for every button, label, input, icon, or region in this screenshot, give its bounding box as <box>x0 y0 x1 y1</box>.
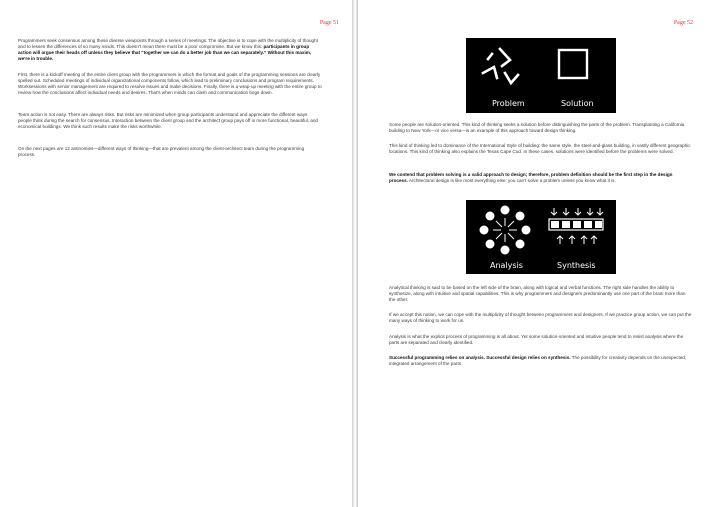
body-text: Architectural design is like most everything else: you can’t solve a problem unless you know what it is. <box>407 177 616 183</box>
left-page <box>0 0 352 507</box>
body-text: Programmers seek consensus among these diverse viewpoints through a series of meetings. The objective is to cope with the multiplicity of thought and to lessen the differences of so many minds. This doesn’t mean there must be a poor compromise. But we know this: <box>18 38 318 49</box>
body-text: This kind of thinking led to dominance of the International Style of building: the same style, the steel-and-glass building, in vastly different geographic locations. This kind of thinking also explains the Texas Cape Cod. In these cases, solutions were identified before the problems were solved. <box>389 143 691 154</box>
bold-text: We contend that problem solving is a valid approach to design; therefore, problem definition should be the first step in the design process. <box>389 172 673 183</box>
analysis-synthesis-figure <box>466 200 616 274</box>
body-text: The possibility for creativity depends on the unexpected, integrated arrangement of the parts. <box>389 355 687 366</box>
paragraph <box>389 312 692 324</box>
figure-label-problem: Problem <box>492 99 525 108</box>
page-number: Page 51 <box>319 20 339 26</box>
body-text: Team action is not easy. There are always risks. But risks are minimized when group participants understand and appreciate the different ways people think during the search for consensus. Interaction between the client group and the architect group pays off in more functional, beautiful, and economical buildings. We think such results make the risks worthwhile. <box>18 112 318 129</box>
paragraph <box>389 143 692 155</box>
paragraph <box>389 355 692 367</box>
body-text: First, there is a kickoff meeting of the entire client group with the programmers in which the format and goals of the programming sessions are clearly spelled out. Scheduled meetings of individual organizational components follow, which lead to preliminary conclusions and program requirements. Worksessions with senior management are required to resolve issues and make decisions. Finally, there is a wrap-up meeting with the entire group to review how the conclusions affect individual needs and desires. That’s when minds can clash and communication bogs down. <box>18 72 322 95</box>
paragraph <box>18 72 322 96</box>
figure-label-synthesis: Synthesis <box>557 261 596 270</box>
right-page <box>358 0 720 507</box>
paragraph <box>389 334 692 346</box>
bold-text: participants in group action will argue their heads off unless they believe that “together we can do a better job than we can separately.” Without this maxim, we’re in trouble. <box>18 43 312 61</box>
paragraph <box>389 172 692 184</box>
figure-label-analysis: Analysis <box>490 261 523 270</box>
problem-arrows-icon <box>480 46 520 86</box>
paragraph <box>389 122 692 134</box>
paragraph <box>18 38 322 62</box>
paragraph <box>18 146 322 158</box>
bold-text: Successful programming relies on analysis. Successful design relies on synthesis. <box>389 355 571 360</box>
solution-square-icon <box>557 48 591 82</box>
body-text: If we accept this notion, we can cope with the multiplicity of thought between programmers and designers. If we practice group action, we can put the many ways of thinking to work for us. <box>389 312 692 323</box>
analysis-circles-icon <box>478 204 532 256</box>
paragraph <box>18 112 322 130</box>
page-number: Page 52 <box>673 20 693 26</box>
body-text: Some people are solution-oriented. This kind of thinking seeks a solution before distinguishing the parts of the problem. Transplanting a California building to New York—or vice versa—is an example of this approach toward design thinking. <box>389 122 685 133</box>
body-text: Analytical thinking is said to be based on the left side of the brain, along with logical and verbal functions. The right side handles the ability to synthesize, along with intuitive and spatial capabilities. This is why programmers and designers predominantly use one part of the brain more than the other. <box>389 285 686 302</box>
figure-label-solution: Solution <box>561 99 594 108</box>
body-text: On the next pages are 12 antinomies—different ways of thinking—that are prevalent among the client-architect team during the programming process. <box>18 146 305 157</box>
problem-solution-figure <box>466 38 616 113</box>
synthesis-blocks-icon <box>548 206 604 252</box>
body-text: Analysis is what the explicit process of programming is all about. Yet some solution-oriented and intuitive people tend to resist analysis where the parts are separated and clearly identified. <box>389 334 684 345</box>
paragraph <box>389 285 692 303</box>
